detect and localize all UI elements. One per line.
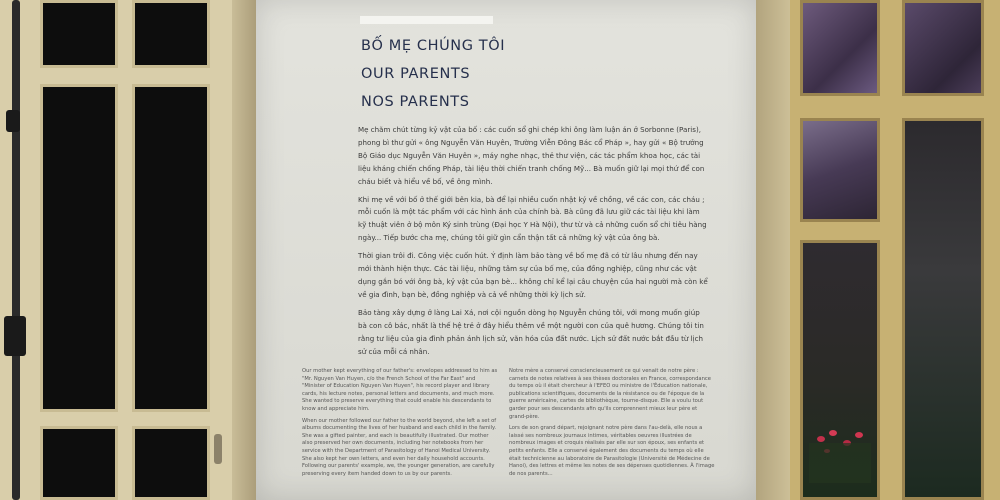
en-paragraph: Our mother kept everything of our father's: envelopes addressed to him as "Mr. Nguyen Van Huyen, c/o the French School of the Far East" and "Minister of Education Nguyen Van Huyen", his record player and library cards, his lecture notes, personal letters and documents, and much more. She wanted to preserve everything that could enable his descendants to know and appreciate him. xyxy=(302,368,498,412)
vietnamese-text-block xyxy=(358,124,708,363)
door-handle xyxy=(4,316,26,356)
door-hinge xyxy=(214,434,222,464)
right-door-glass xyxy=(902,0,984,96)
left-door-pane xyxy=(40,84,118,412)
right-door-glass xyxy=(800,118,880,222)
vi-paragraph: Bảo tàng xây dựng ở làng Lai Xá, nơi cội nguồn dòng họ Nguyễn chúng tôi, với mong muốn giúp bà con cô bác, nhất là thế hệ trẻ ở đây hiểu thêm về một người con của quê hương. Chúng tôi tin rằng tư liệu của gia đình phản ánh lịch sử, văn hóa của đất nước. Lịch sử đất nước bắt đầu từ lịch sử của mỗi cá nhân. xyxy=(358,307,704,356)
left-door-pane xyxy=(40,0,118,68)
left-door-pane xyxy=(132,84,210,412)
en-paragraph: When our mother followed our father to the world beyond, she left a set of albums documenting the lives of her husband and each child in the family. She was a gifted painter, and each is beautifully illustrated. Our mother also preserved her own documents, including her notebooks from her service with the Department of Parasitology of Hanoi Medical University. She also kept her own letters, and even her daily household accounts. Following our parents' example, we, the younger generation, are carefully preserving every item handed down to us by our parents. xyxy=(302,417,497,477)
wall-strip xyxy=(232,0,258,500)
left-door xyxy=(0,0,250,500)
right-door-glass xyxy=(800,0,880,96)
vi-paragraph: Mẹ chăm chút từng kỷ vật của bố : các cuốn sổ ghi chép khi ông làm luận án ở Sorbonne (Paris), phong bì thư gửi « ông Nguyễn Văn Huyên, Trường Viễn Đông Bác cổ Pháp », hay gửi « Bộ trưởng Bộ Giáo dục Nguyễn Văn Huyên », máy nghe nhạc, thẻ thư viện, các tác phẩm khoa học, các tài liệu kháng chiến chống Pháp, tài liệu thời chiến tranh chống Mỹ... Bà muốn giữ lại mọi thứ để con cháu biết và hiểu về bố, về ông mình. xyxy=(358,125,705,186)
fr-paragraph: Notre mère a conservé consciencieusement ce qui venait de notre père : carnets de notes relatives à ses thèses doctorales en France, correspondance du temps où il était chercheur à l'EFEO ou ministre de l'Éducation nationale, publications scientifiques, documents de la résistance ou de l'époque de la guerre américaine, cartes de bibliothèque, tourne-disque. Elle a voulu tout garder pour ses descendants afin qu'ils comprennent mieux leur père et grand-père. xyxy=(509,368,711,420)
door-latch xyxy=(6,110,20,132)
door-rod xyxy=(12,0,20,500)
left-door-pane xyxy=(40,426,118,500)
title-english: OUR PARENTS xyxy=(361,66,471,82)
left-door-pane xyxy=(132,0,210,68)
title-french: NOS PARENTS xyxy=(361,94,470,110)
french-text-block xyxy=(509,368,715,482)
right-door-glass xyxy=(800,240,880,500)
title-accent-bar xyxy=(360,16,493,24)
fr-paragraph: Lors de son grand départ, rejoignant notre père dans l'au-delà, elle nous a laissé ses nombreux journaux intimes, véritables oeuvres illustrées de nombreux images et croquis réalisés par elle sur son époux, ses enfants et petits enfants. Elle a conservé également des documents du temps où elle était technicienne au laboratoire de Parasitologie (Université de Médecine de Hanoi), des lettres et même les notes de ses dépenses quotidiennes. À l'image de nos parents... xyxy=(509,425,715,477)
english-text-block xyxy=(302,368,498,482)
flower-reflection xyxy=(803,243,877,497)
vi-paragraph: Thời gian trôi đi. Công việc cuốn hút. Ý định làm bảo tàng về bố mẹ đã có từ lâu nhưng đến nay mới thành hiện thực. Các tài liệu, những tâm sự của bố mẹ, của đồng nghiệp, cũng như các vật dụng gắn bó với ông bà, kỷ vật của bạn bè... không chỉ kể lại câu chuyện của hai người mà còn kể về gia đình, bạn bè, đồng nghiệp và cả về những thời kỳ lịch sử. xyxy=(358,251,708,299)
right-door xyxy=(790,0,1000,500)
exhibit-poster xyxy=(256,0,756,500)
vi-paragraph: Khi mẹ về với bố ở thế giới bên kia, bà để lại nhiều cuốn nhật ký về chồng, về các con, các cháu ; mỗi cuốn là một tác phẩm với các hình ảnh của chính bà. Bà cũng đã lưu giữ các tài liệu khi làm kỹ thuật viên ở bộ môn Ký sinh trùng (Đại học Y Hà Nội), thư từ và cả những cuốn sổ chi tiêu hàng ngày... Tiếp bước cha mẹ, chúng tôi giữ gìn cẩn thận tất cả những kỷ vật của ông bà. xyxy=(358,194,707,243)
title-vietnamese: BỐ MẸ CHÚNG TÔI xyxy=(361,38,506,54)
left-door-pane xyxy=(132,426,210,500)
right-door-glass xyxy=(902,118,984,500)
